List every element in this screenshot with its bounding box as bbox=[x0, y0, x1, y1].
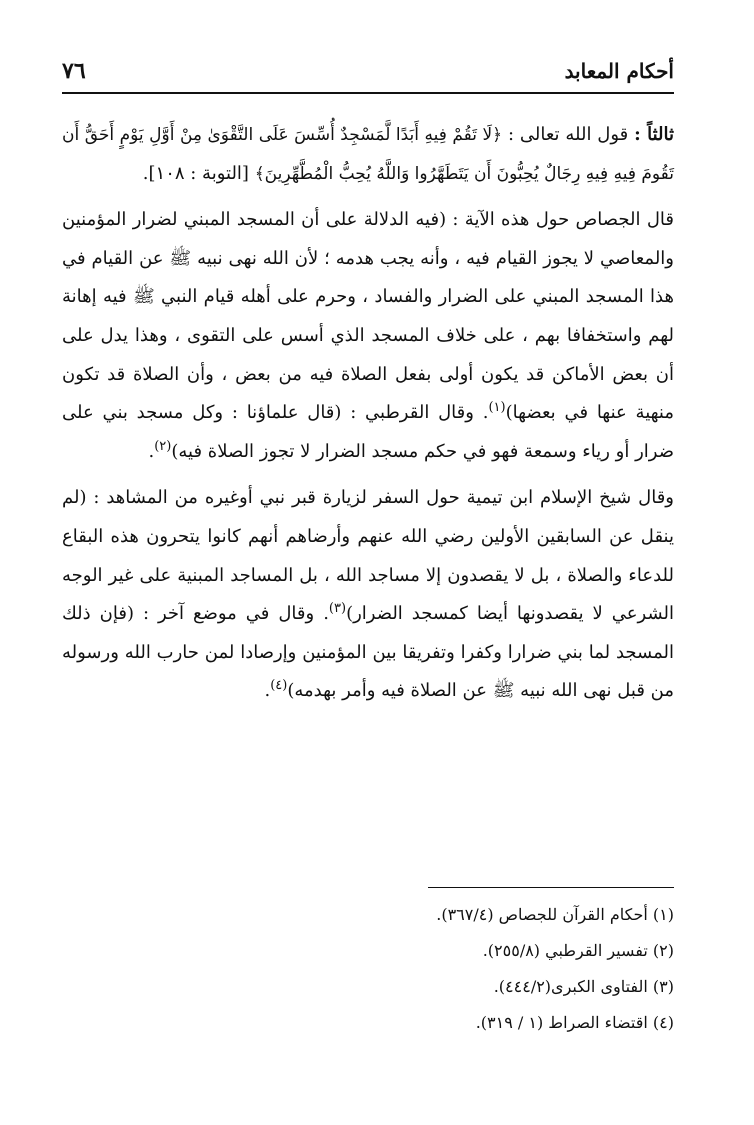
footnote-item: (٢) تفسير القرطبي (٢٥٥/٨). bbox=[482, 941, 674, 960]
running-title: أحكام المعابد bbox=[564, 59, 674, 83]
main-text bbox=[62, 116, 674, 719]
quran-verse: ﴿لَا تَقُمْ فِيهِ أَبَدًا لَّمَسْجِدٌ أُسِّسَ عَلَى التَّقْوَىٰ مِنْ أَوَّلِ يَوْمٍ أَحَقُّ أَن تَقُومَ فِيهِ فِيهِ رِجَالٌ يُحِبُّونَ أَن يَتَطَهَّرُوا وَاللَّهُ يُحِبُّ الْمُطَّهِّرِينَ﴾ bbox=[62, 125, 674, 184]
footnote-divider bbox=[428, 887, 674, 888]
paragraph-ibn-taymiyyah bbox=[62, 479, 674, 711]
paragraph-jassas-qurtubi bbox=[62, 201, 674, 471]
header-divider bbox=[62, 92, 674, 94]
footnote-ref-4: (٤) bbox=[270, 678, 288, 694]
page-header bbox=[62, 56, 674, 86]
point-label: ثالثاً : bbox=[634, 124, 674, 145]
document-page bbox=[62, 0, 674, 1125]
paragraph-end: . bbox=[264, 680, 271, 702]
page-number: ٧٦ bbox=[62, 58, 86, 84]
verse-intro: قول الله تعالى : bbox=[507, 124, 629, 145]
footnote-ref-1: (١) bbox=[488, 400, 506, 416]
jassas-quote: قال الجصاص حول هذه الآية : (فيه الدلالة على أن المسجد المبني لضرار المؤمنين والمعاصي لا يجوز القيام فيه ، وأنه يجب هدمه ؛ لأن الله نهى نبيه ﷺ عن القيام في هذا المسجد المبني على الضرار والفساد ، وحرم على أهله قيام النبي ﷺ فيه إهانة لهم واستخفافا بهم ، على خلاف المسجد الذي أسس على التقوى ، وهذا يدل على أن بعض الأماكن قد يكون أولى بفعل الصلاة فيه من بعض ، وأن الصلاة قد تكون منهية عنها في بعضها) bbox=[62, 209, 674, 424]
footnote-item: (٤) اقتضاء الصراط (١ / ٣١٩). bbox=[475, 1013, 674, 1032]
paragraph-end: . bbox=[148, 440, 155, 462]
verse-reference: [التوبة : ١٠٨]. bbox=[142, 162, 249, 184]
footnote-ref-3: (٣) bbox=[328, 601, 347, 617]
footnotes bbox=[62, 897, 674, 1041]
ibn-taymiyyah-quote: وقال شيخ الإسلام ابن تيمية حول السفر لزيارة قبر نبي أوغيره من المشاهد : (لم ينقل عن السابقين الأولين رضي الله عنهم وأرضاهم أنهم كانوا يتحرون هذه البقاع للدعاء والصلاة ، بل لا يقصدون إلا مساجد الله ، بل المساجد المبنية على غير الوجه الشرعي لا يقصدونها أيضا كمسجد الضرار) bbox=[62, 487, 675, 625]
ibn-taymiyyah-quote-2: . وقال في موضع آخر : (فإن ذلك المسجد لما بني ضرارا وكفرا وتفريقا بين المؤمنين وإرصادا لمن حارب الله ورسوله من قبل نهى الله نبيه ﷺ عن الصلاة فيه وأمر بهدمه) bbox=[62, 603, 674, 702]
footnote-item: (١) أحكام القرآن للجصاص (٣٦٧/٤). bbox=[436, 905, 674, 924]
footnote-ref-2: (٢) bbox=[154, 438, 172, 454]
qurtubi-quote: . وقال القرطبي : (قال علماؤنا : وكل مسجد بني على ضرار أو رياء وسمعة فهو في حكم مسجد الضرار لا تجوز الصلاة فيه) bbox=[62, 402, 674, 462]
paragraph-verse bbox=[62, 116, 674, 193]
footnote-item: (٣) الفتاوى الكبرى(٤٤٤/٢). bbox=[493, 977, 674, 996]
